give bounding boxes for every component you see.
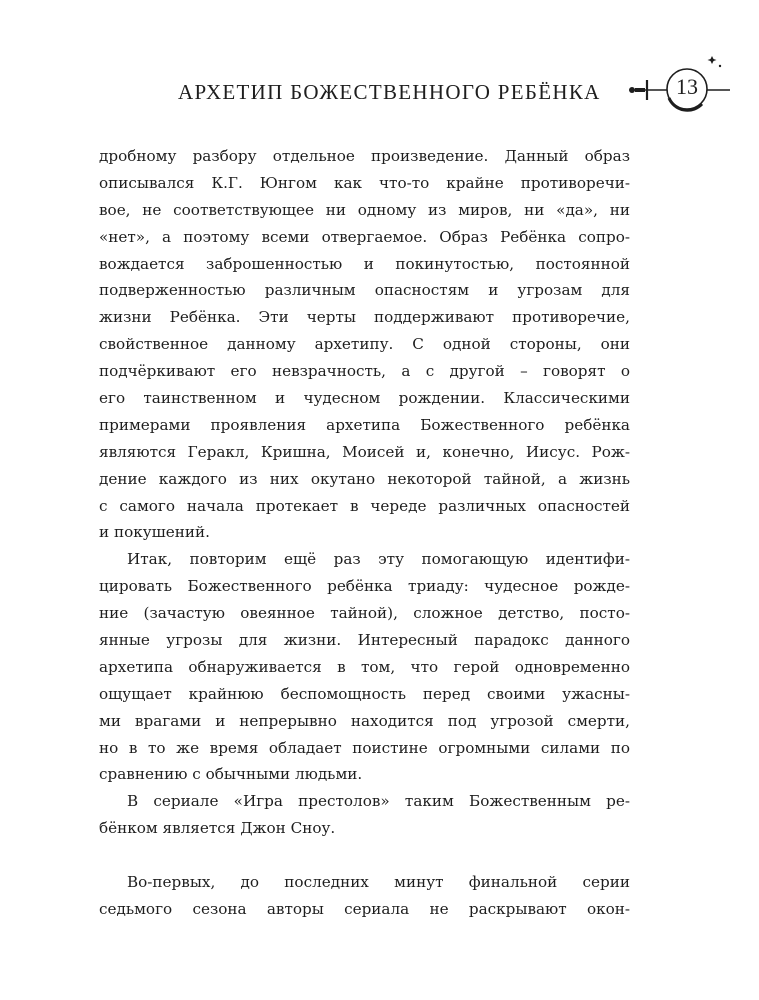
text-line: В сериале «Игра престолов» таким Божественным ре-	[127, 792, 630, 811]
text-line: вождается заброшенностью и покинутостью, постоянной	[99, 254, 630, 273]
text-line: Во-первых, до последних минут финальной серии	[127, 873, 630, 892]
text-line: янные угрозы для жизни. Интересный парадокс данного	[99, 631, 630, 650]
text-line: ощущает крайнюю беспомощность перед своими ужасны-	[99, 684, 630, 703]
text-line: с самого начала протекает в череде различных опасностей	[99, 496, 630, 515]
text-line: подверженностью различным опасностям и угрозам для	[99, 281, 630, 300]
text-line: но в то же время обладает поистине огромными силами по	[99, 738, 630, 757]
text-line: бёнком является Джон Сноу.	[99, 819, 336, 838]
text-line: ние (зачастую овеянное тайной), сложное детство, посто-	[99, 604, 630, 623]
paragraph-3	[99, 788, 630, 842]
paragraph-4	[99, 869, 630, 923]
text-line: его таинственном и чудесном рождении. Классическими	[99, 389, 630, 408]
text-line: архетипа обнаруживается в том, что герой одновременно	[99, 657, 630, 676]
text-line: свойственное данному архетипу. С одной стороны, они	[99, 335, 630, 354]
text-line: ми врагами и непрерывно находится под угрозой смерти,	[99, 711, 630, 730]
text-line: жизни Ребёнка. Эти черты поддерживают противоречие,	[99, 308, 630, 327]
body-text	[99, 143, 630, 923]
text-line: дробному разбору отдельное произведение. Данный образ	[99, 147, 630, 165]
text-line: «нет», а поэтому всеми отвергаемое. Образ Ребёнка сопро-	[99, 227, 630, 246]
text-line: подчёркивают его невзрачность, а с другой – говорят о	[99, 362, 630, 381]
text-line: вое, не соответствующее ни одному из миров, ни «да», ни	[99, 200, 630, 219]
text-line: и покушений.	[99, 523, 210, 542]
text-line: цировать Божественного ребёнка триаду: чудесное рожде-	[99, 577, 630, 596]
paragraph-1	[99, 143, 630, 546]
text-line: дение каждого из них окутано некоторой тайной, а жизнь	[99, 469, 630, 488]
text-line: описывался К.Г. Юнгом как что-то крайне противоречи-	[99, 173, 630, 192]
text-line: примерами проявления архетипа Божественного ребёнка	[99, 415, 630, 434]
text-line: сравнению с обычными людьми.	[99, 765, 363, 784]
paragraph-gap	[99, 842, 630, 869]
running-header	[0, 68, 759, 112]
running-title: АРХЕТИП БОЖЕСТВЕННОГО РЕБЁНКА	[178, 80, 601, 104]
page-number: 13	[676, 74, 698, 99]
text-line: седьмого сезона авторы сериала не раскрывают окон-	[99, 900, 630, 919]
text-line: Итак, повторим ещё раз эту помогающую идентифи-	[127, 550, 630, 569]
paragraph-2	[99, 546, 630, 788]
text-line: являются Геракл, Кришна, Моисей и, конечно, Иисус. Рож-	[99, 442, 630, 461]
